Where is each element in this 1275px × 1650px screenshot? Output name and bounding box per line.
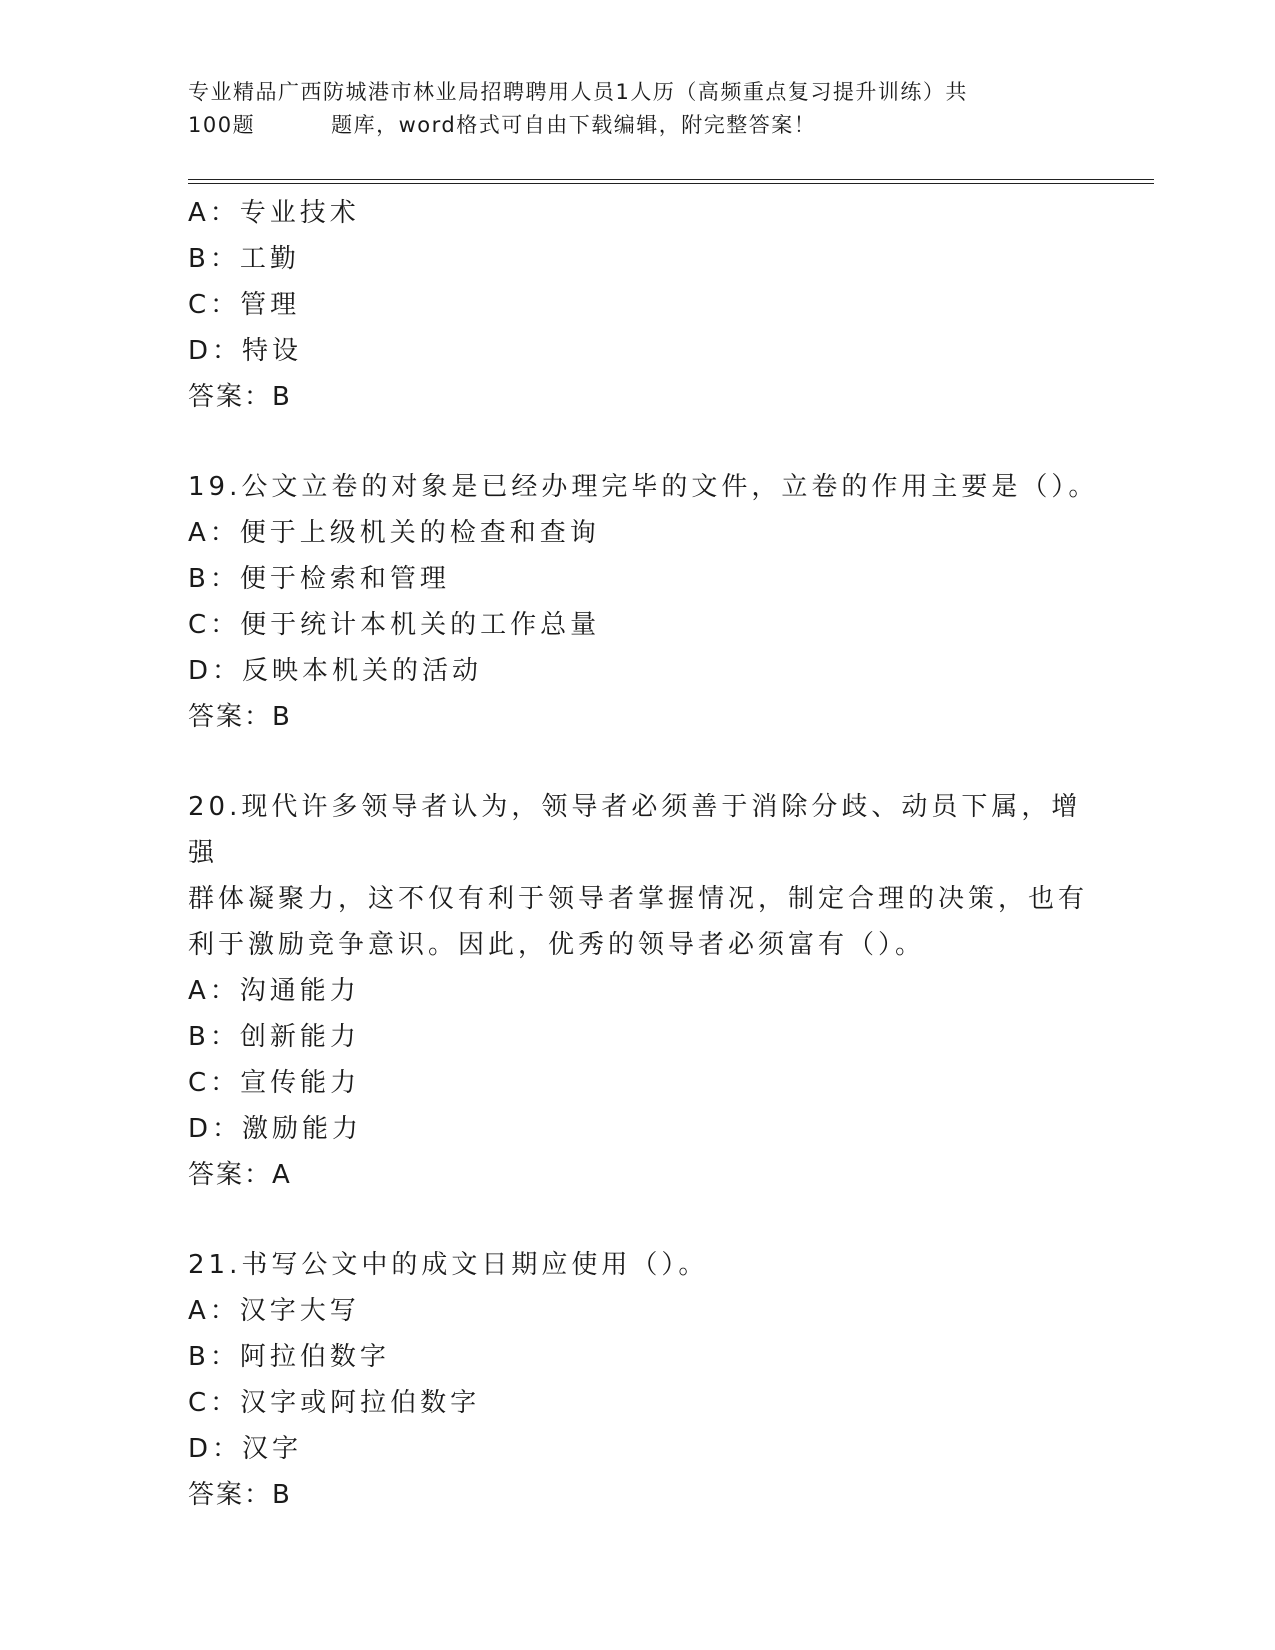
option-c: C：汉字或阿拉伯数字	[188, 1388, 481, 1418]
option-b: B：阿拉伯数字	[188, 1342, 390, 1372]
option-a: A：沟通能力	[188, 976, 360, 1006]
question-stem	[188, 1242, 1108, 1288]
option-a: A：汉字大写	[188, 1296, 360, 1326]
option-d: D：反映本机关的活动	[188, 656, 483, 686]
answer-line: 答案：A	[188, 1160, 292, 1190]
question-20	[188, 784, 1108, 1198]
header-divider-top	[188, 179, 1154, 180]
answer-line: 答案：B	[188, 702, 292, 732]
header-divider-bottom	[188, 183, 1154, 184]
question-stem-line: 20.现代许多领导者认为，领导者必须善于消除分歧、动员下属，增强	[188, 792, 1082, 868]
question-stem	[188, 464, 1108, 510]
header-title-line2	[188, 109, 1088, 142]
question-stem	[188, 784, 1108, 968]
option-c: C：便于统计本机关的工作总量	[188, 610, 601, 640]
option-c: C：宣传能力	[188, 1068, 361, 1098]
option-a: A：便于上级机关的检查和查询	[188, 518, 600, 548]
question-list	[188, 190, 1108, 1518]
option-d: D：特设	[188, 336, 303, 366]
answer-line: 答案：B	[188, 382, 292, 412]
option-a: A：专业技术	[188, 198, 360, 228]
header-title-line1: 专业精品广西防城港市林业局招聘聘用人员1人历（高频重点复习提升训练）共	[188, 80, 968, 104]
question-stem-line: 利于激励竞争意识。因此，优秀的领导者必须富有（）。	[188, 930, 926, 960]
option-b: B：工勤	[188, 244, 300, 274]
question-stem-line: 21.书写公文中的成文日期应使用（）。	[188, 1250, 709, 1280]
document-header	[188, 76, 1088, 142]
question-stem-line: 群体凝聚力，这不仅有利于领导者掌握情况，制定合理的决策，也有	[188, 884, 1089, 914]
option-d: D：激励能力	[188, 1114, 363, 1144]
option-c: C：管理	[188, 290, 301, 320]
header-description: 题库，word格式可自由下载编辑，附完整答案！	[331, 113, 817, 137]
header-count: 100题	[188, 113, 256, 137]
option-d: D：汉字	[188, 1434, 303, 1464]
option-b: B：便于检索和管理	[188, 564, 450, 594]
question-19	[188, 464, 1108, 740]
answer-line: 答案：B	[188, 1480, 292, 1510]
question-block-18	[188, 190, 1108, 420]
option-b: B：创新能力	[188, 1022, 360, 1052]
question-21	[188, 1242, 1108, 1518]
question-stem-line: 19.公文立卷的对象是已经办理完毕的文件，立卷的作用主要是（）。	[188, 472, 1099, 502]
